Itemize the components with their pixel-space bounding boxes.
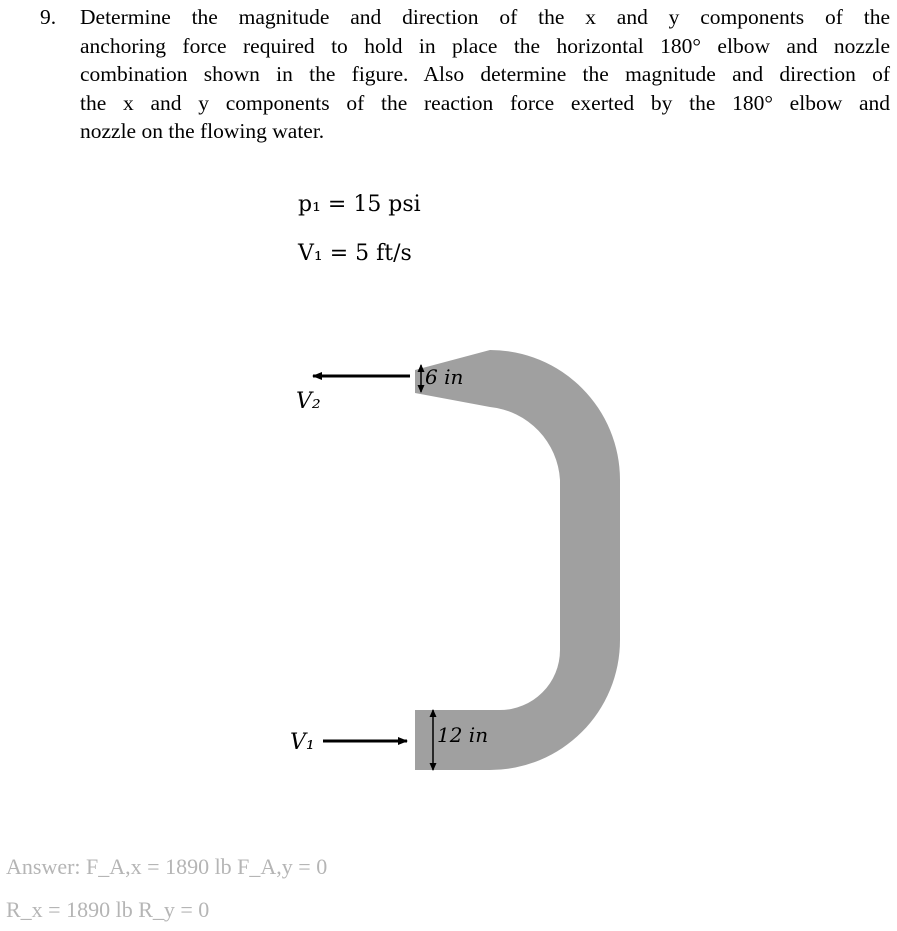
problem-line-2: anchoring force required to hold in place the horizontal 180° elbow and nozzle	[80, 33, 890, 58]
problem-line-4: the x and y components of the reaction force exerted by the 180° elbow and	[80, 90, 890, 115]
elbow-pipe	[415, 350, 620, 770]
answer-line-1: Answer: F_A,x = 1890 lb F_A,y = 0	[6, 854, 328, 879]
answer-line-2: R_x = 1890 lb R_y = 0	[6, 897, 210, 922]
problem-line-1: Determine the magnitude and direction of the x and y components of the	[80, 5, 890, 29]
problem-line-5: nozzle on the flowing water.	[80, 119, 325, 143]
given-velocity: V₁ = 5 ft/s	[298, 241, 412, 266]
problem-line-3: combination shown in the figure. Also determine the magnitude and direction of	[80, 62, 890, 86]
inlet-velocity-label: V₁	[290, 730, 315, 755]
outlet-diameter-label: 6 in	[425, 365, 464, 389]
problem-number: 9.	[40, 5, 57, 29]
given-pressure: p₁ = 15 psi	[298, 192, 421, 217]
outlet-velocity-label: V₂	[296, 389, 321, 414]
inlet-diameter-label: 12 in	[437, 723, 489, 747]
